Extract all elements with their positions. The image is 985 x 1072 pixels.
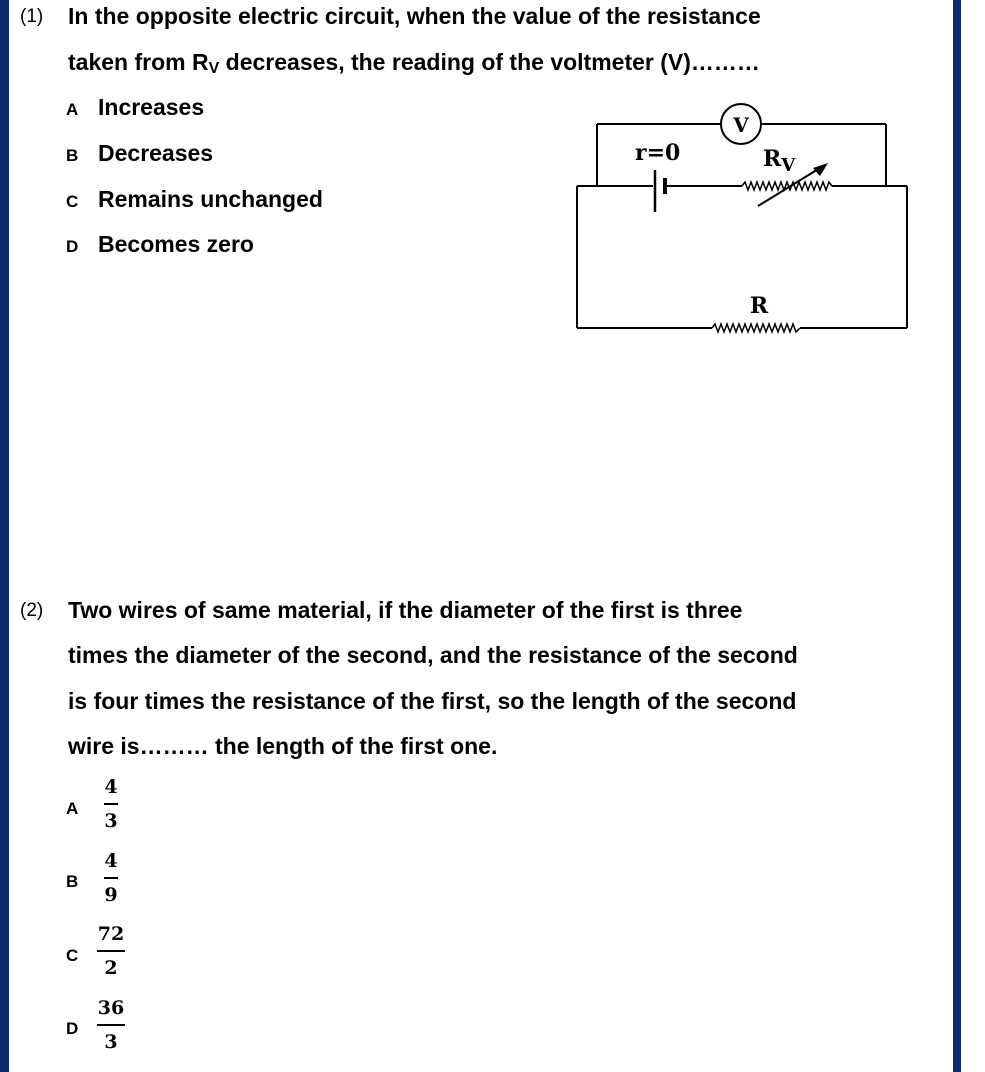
variable-resistor-label xyxy=(763,146,796,176)
question-number: (2) xyxy=(20,600,44,621)
fraction-numerator: 72 xyxy=(97,923,125,945)
option-b-fraction[interactable] xyxy=(94,849,128,907)
option-b-text[interactable]: Decreases xyxy=(98,140,214,166)
question-text-line: Two wires of same material, if the diameter of the first is three xyxy=(68,597,743,623)
fraction-bar xyxy=(97,950,125,952)
fraction-bar xyxy=(97,1024,125,1026)
fraction-numerator: 36 xyxy=(97,997,125,1019)
fraction-denominator: 3 xyxy=(104,1031,118,1053)
option-letter-d: D xyxy=(66,1019,79,1038)
question-text-line: wire is……… the length of the first one. xyxy=(68,733,498,759)
option-letter-c: C xyxy=(66,946,79,965)
circuit-diagram xyxy=(570,96,915,336)
internal-resistance-label: r=0 xyxy=(635,140,681,166)
fraction-numerator: 4 xyxy=(104,776,118,798)
resistor-icon xyxy=(712,324,800,332)
fraction-denominator: 2 xyxy=(104,957,118,979)
option-a-fraction[interactable] xyxy=(94,775,128,833)
voltmeter-label: V xyxy=(733,113,749,137)
resistor-label: R xyxy=(749,293,769,319)
question-text-part: taken from R xyxy=(68,49,209,75)
arrow-head-icon xyxy=(813,163,828,176)
fraction-bar xyxy=(104,803,118,805)
page-border-right xyxy=(953,0,961,1072)
option-letter-c: C xyxy=(66,192,79,211)
question-text-line xyxy=(68,49,760,78)
option-letter-b: B xyxy=(66,872,79,891)
fraction-denominator: 3 xyxy=(104,810,118,832)
option-letter-a: A xyxy=(66,799,79,818)
option-letter-b: B xyxy=(66,146,79,165)
option-c-text[interactable]: Remains unchanged xyxy=(98,186,323,212)
subscript: V xyxy=(208,60,220,77)
variable-resistor-symbol: R xyxy=(763,146,782,172)
option-c-fraction[interactable] xyxy=(94,922,128,980)
option-d-text[interactable]: Becomes zero xyxy=(98,231,254,257)
fraction-denominator: 9 xyxy=(104,884,118,906)
question-text-part: decreases, the reading of the voltmeter (V)……… xyxy=(219,49,760,75)
question-number: (1) xyxy=(20,6,44,27)
question-text-line: In the opposite electric circuit, when the value of the resistance xyxy=(68,3,761,29)
fraction-numerator: 4 xyxy=(104,850,118,872)
option-a-text[interactable]: Increases xyxy=(98,94,205,120)
page-border-left xyxy=(0,0,9,1072)
question-text-line: times the diameter of the second, and the resistance of the second xyxy=(68,642,798,668)
fraction-bar xyxy=(104,877,118,879)
option-letter-d: D xyxy=(66,237,79,256)
question-text-line: is four times the resistance of the first, so the length of the second xyxy=(68,688,797,714)
variable-resistor-subscript: V xyxy=(781,155,796,176)
option-letter-a: A xyxy=(66,100,79,119)
option-d-fraction[interactable] xyxy=(94,996,128,1054)
